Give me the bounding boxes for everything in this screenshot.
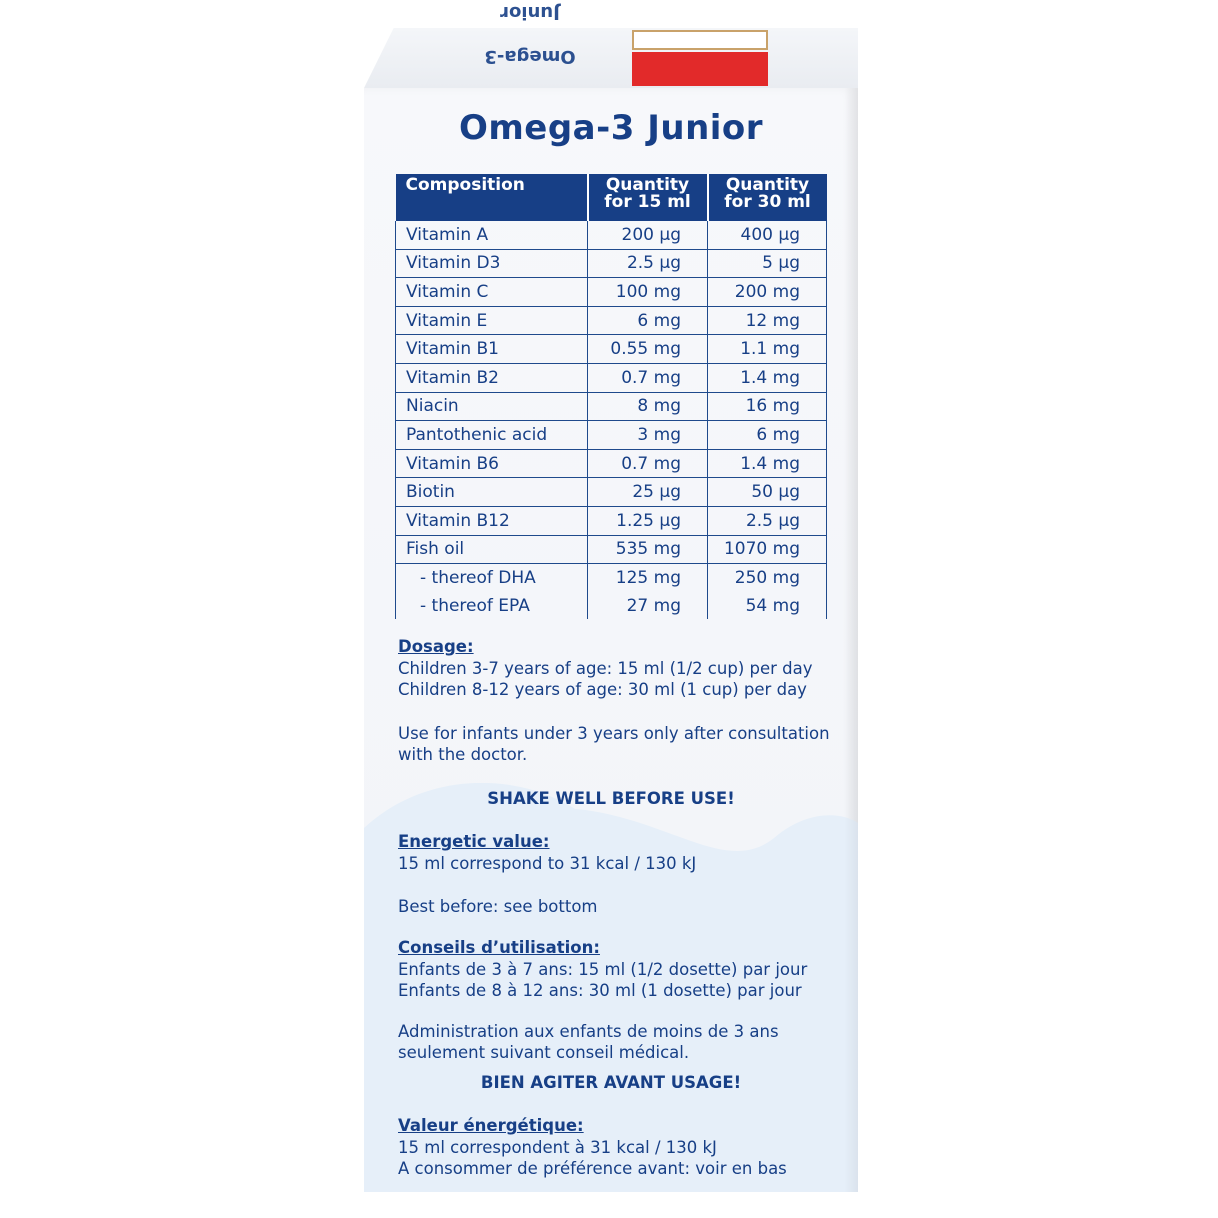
table-row: - thereof EPA 27 mg 54 mg bbox=[396, 592, 827, 620]
french-shake-warning: BIEN AGITER AVANT USAGE! bbox=[480, 1073, 742, 1092]
product-title: Omega-3 Junior bbox=[458, 108, 764, 148]
shake-warning: SHAKE WELL BEFORE USE! bbox=[487, 789, 735, 808]
table-row: Niacin 8 mg 16 mg bbox=[396, 392, 827, 421]
french-energy-heading: Valeur énergétique: bbox=[398, 1116, 584, 1135]
french-dosage-heading: Conseils d’utilisation: bbox=[398, 938, 600, 957]
table-row: Biotin 25 µg 50 µg bbox=[396, 478, 827, 507]
box-top-face bbox=[364, 2, 858, 88]
box-side-panel bbox=[364, 88, 858, 1192]
table-row: Vitamin C 100 mg 200 mg bbox=[396, 278, 827, 307]
table-row: Vitamin A 200 µg 400 µg bbox=[396, 221, 827, 249]
red-brand-band bbox=[632, 52, 768, 86]
dosage-section: Dosage: Children 3-7 years of age: 15 ml (1/2 cup) per day Children 8-12 years of age: 30 ml (1 cup) per day Use for infants under 3 years only after consultation with the doctor. bbox=[398, 636, 838, 766]
french-energy-section: Valeur énergétique: 15 ml correspondent à 31 kcal / 130 kJ A consommer de préférence avant: voir en bas bbox=[398, 1115, 838, 1180]
energy-section: Energetic value: 15 ml correspond to 31 kcal / 130 kJ Best before: see bottom bbox=[398, 831, 838, 918]
header-composition: Composition bbox=[396, 174, 588, 221]
brand-badge bbox=[632, 30, 768, 50]
table-row: Fish oil 535 mg 1070 mg bbox=[396, 535, 827, 564]
energy-heading: Energetic value: bbox=[398, 832, 550, 851]
header-qty-15: Quantity for 15 ml bbox=[588, 174, 708, 221]
header-qty-30: Quantity for 30 ml bbox=[708, 174, 827, 221]
composition-table bbox=[395, 174, 827, 619]
table-row: Vitamin B1 0.55 mg 1.1 mg bbox=[396, 335, 827, 364]
top-product-name: Omega-3 Junior bbox=[484, 2, 576, 67]
table-row: Vitamin B12 1.25 µg 2.5 µg bbox=[396, 506, 827, 535]
table-row: - thereof DHA 125 mg 250 mg bbox=[396, 564, 827, 592]
table-row: Vitamin B2 0.7 mg 1.4 mg bbox=[396, 363, 827, 392]
table-row: Pantothenic acid 3 mg 6 mg bbox=[396, 421, 827, 450]
french-dosage-section: Conseils d’utilisation: Enfants de 3 à 7 ans: 15 ml (1/2 dosette) par jour Enfants de 8 à 12 ans: 30 ml (1 dosette) par jour Administration aux enfants de moins de 3 ans seulement suivant conseil médical. bbox=[398, 937, 838, 1064]
table-row: Vitamin D3 2.5 µg 5 µg bbox=[396, 249, 827, 278]
table-row: Vitamin E 6 mg 12 mg bbox=[396, 306, 827, 335]
table-row: Vitamin B6 0.7 mg 1.4 mg bbox=[396, 449, 827, 478]
dosage-heading: Dosage: bbox=[398, 637, 474, 656]
